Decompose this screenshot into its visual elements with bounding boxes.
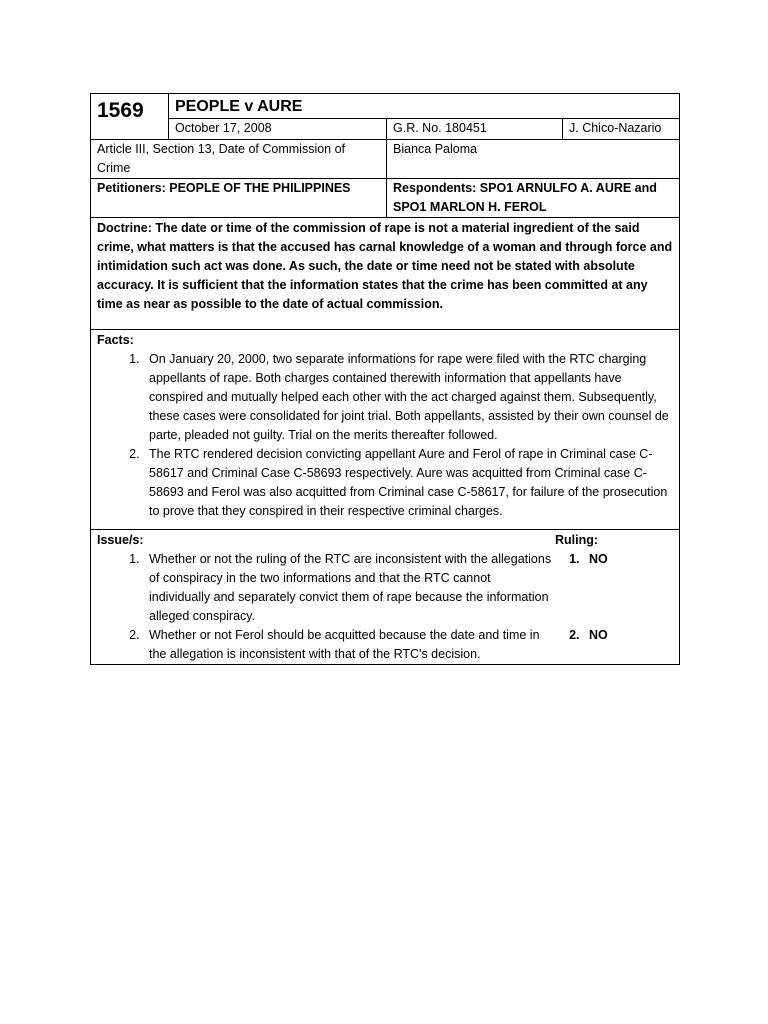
issues-ruling-section [91, 530, 680, 665]
decision-date: October 17, 2008 [169, 119, 387, 140]
digest-author: Bianca Paloma [387, 140, 680, 179]
issues-column [97, 531, 555, 664]
respondents: Respondents: SPO1 ARNULFO A. AURE and SPO1 MARLON H. FEROL [387, 179, 680, 218]
facts-section [91, 330, 680, 530]
gr-number: G.R. No. 180451 [387, 119, 563, 140]
case-number: 1569 [91, 94, 169, 140]
issue-item: 1. Whether or not the ruling of the RTC are inconsistent with the allegations of conspiracy in the two informations and that the RTC cannot individually and separately convict them of rape because the information alleged conspiracy. [143, 550, 555, 626]
facts-list [97, 350, 673, 521]
doctrine: Doctrine: The date or time of the commission of rape is not a material ingredient of the said crime, what matters is that the accused has carnal knowledge of a woman and through force and intimidation such act was done. As such, the date or time need not be stated with absolute accuracy. It is sufficient that the information states that the crime has been committed at any time as near as possible to the date of actual commission. [91, 218, 680, 330]
case-topic: Article III, Section 13, Date of Commission of Crime [91, 140, 387, 179]
case-title: PEOPLE v AURE [169, 94, 680, 119]
ruling-item: 1. NO [583, 550, 673, 569]
ruling-column [555, 531, 673, 664]
ruling-heading: Ruling: [555, 533, 599, 547]
petitioners: Petitioners: PEOPLE OF THE PHILIPPINES [91, 179, 387, 218]
facts-heading: Facts: [97, 333, 134, 347]
ponente: J. Chico-Nazario [563, 119, 680, 140]
issues-heading: Issue/s: [97, 533, 144, 547]
issues-list [97, 550, 555, 664]
case-digest-table [90, 93, 680, 665]
fact-item: 1. On January 20, 2000, two separate informations for rape were filed with the RTC charging appellants of rape. Both charges contained therewith information that appellants have conspired and mutually helped each other with the act charged against them. Subsequently, these cases were consolidated for joint trial. Both appellants, assisted by their own counsel de parte, pleaded not guilty. Trial on the merits thereafter followed. [143, 350, 673, 445]
ruling-item: 2. NO [583, 626, 673, 645]
issue-item: 2. Whether or not Ferol should be acquitted because the date and time in the allegation is inconsistent with that of the RTC's decision. [143, 626, 555, 664]
ruling-list [555, 550, 673, 645]
fact-item: 2. The RTC rendered decision convicting appellant Aure and Ferol of rape in Criminal case C-58617 and Criminal Case C-58693 respectively. Aure was acquitted from Criminal case C-58693 and Ferol was also acquitted from Criminal case C-58617, for failure of the prosecution to prove that they conspired in their respective criminal charges. [143, 445, 673, 521]
